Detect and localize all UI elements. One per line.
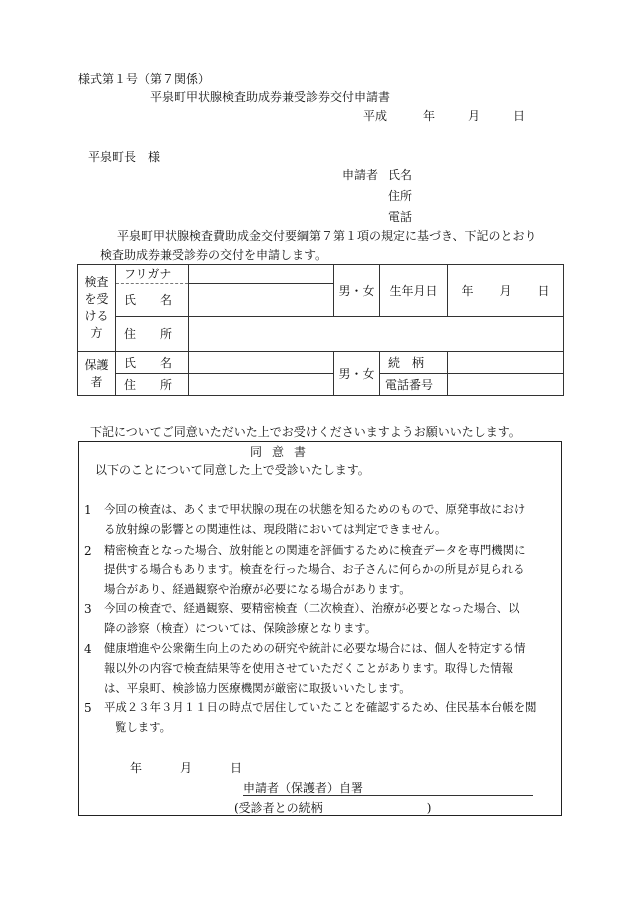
relation-label: 続 柄 [380, 352, 448, 374]
birth-date-field[interactable]: 年 月 日 [448, 265, 564, 317]
form-number: 様式第１号（第７関係） [78, 72, 211, 86]
applicant-label: 申請者 [342, 168, 379, 182]
addressee: 平泉町長 様 [88, 150, 161, 164]
applicant-name-label: 氏名 [388, 168, 413, 182]
intro-line-1: 平泉町甲状腺検査費助成金交付要綱第７第１項の規定に基づき、下記のとおり [117, 229, 537, 243]
examinee-address-field[interactable] [189, 317, 564, 352]
date-month: 月 [468, 109, 481, 123]
guardian-address-field[interactable] [189, 374, 334, 396]
consent-request: 下記についてご同意いただいた上でお受けくださいますようお願いいたします。 [90, 425, 521, 439]
document-title: 平泉町甲状腺検査助成券兼受診券交付申請書 [150, 90, 391, 104]
intro-line-2: 検査助成券兼受診券の交付を申請します。 [100, 248, 328, 262]
sign-date: 年 月 日 [130, 761, 243, 775]
guardian-name-field[interactable] [189, 352, 334, 374]
guardian-header: 保護 者 [78, 352, 116, 396]
application-date [363, 110, 525, 122]
applicant-block [342, 169, 412, 232]
date-year: 年 [423, 109, 436, 123]
guardian-sex-choice[interactable]: 男・女 [334, 352, 380, 396]
guardian-address-label: 住 所 [116, 374, 189, 396]
birth-date-label: 生年月日 [380, 265, 448, 317]
examinee-sex-choice[interactable]: 男・女 [334, 265, 380, 317]
applicant-phone-label: 電話 [388, 210, 413, 224]
consent-title: 同 意 書 [250, 445, 307, 459]
phone-label: 電話番号 [380, 374, 448, 396]
signature-label: 申請者（保護者）自署 [243, 781, 364, 795]
date-day: 日 [513, 109, 526, 123]
applicant-address-label: 住所 [388, 189, 413, 203]
date-era: 平成 [363, 109, 388, 123]
relation-to-examinee: (受診者との続柄 ) [234, 801, 432, 815]
signature-line[interactable] [243, 795, 533, 796]
furigana-field[interactable] [189, 265, 334, 284]
examinee-header: 検査 を受 ける 方 [78, 265, 116, 352]
phone-field[interactable] [448, 374, 564, 396]
examinee-name-field[interactable] [189, 284, 334, 317]
guardian-name-label: 氏 名 [116, 352, 189, 374]
examinee-address-label: 住 所 [116, 317, 189, 352]
examinee-name-label: 氏 名 [116, 284, 189, 317]
furigana-label: フリガナ [116, 265, 189, 284]
relation-field[interactable] [448, 352, 564, 374]
consent-lead: 以下のことについて同意した上で受診いたします。 [95, 463, 370, 477]
application-table [77, 264, 564, 396]
